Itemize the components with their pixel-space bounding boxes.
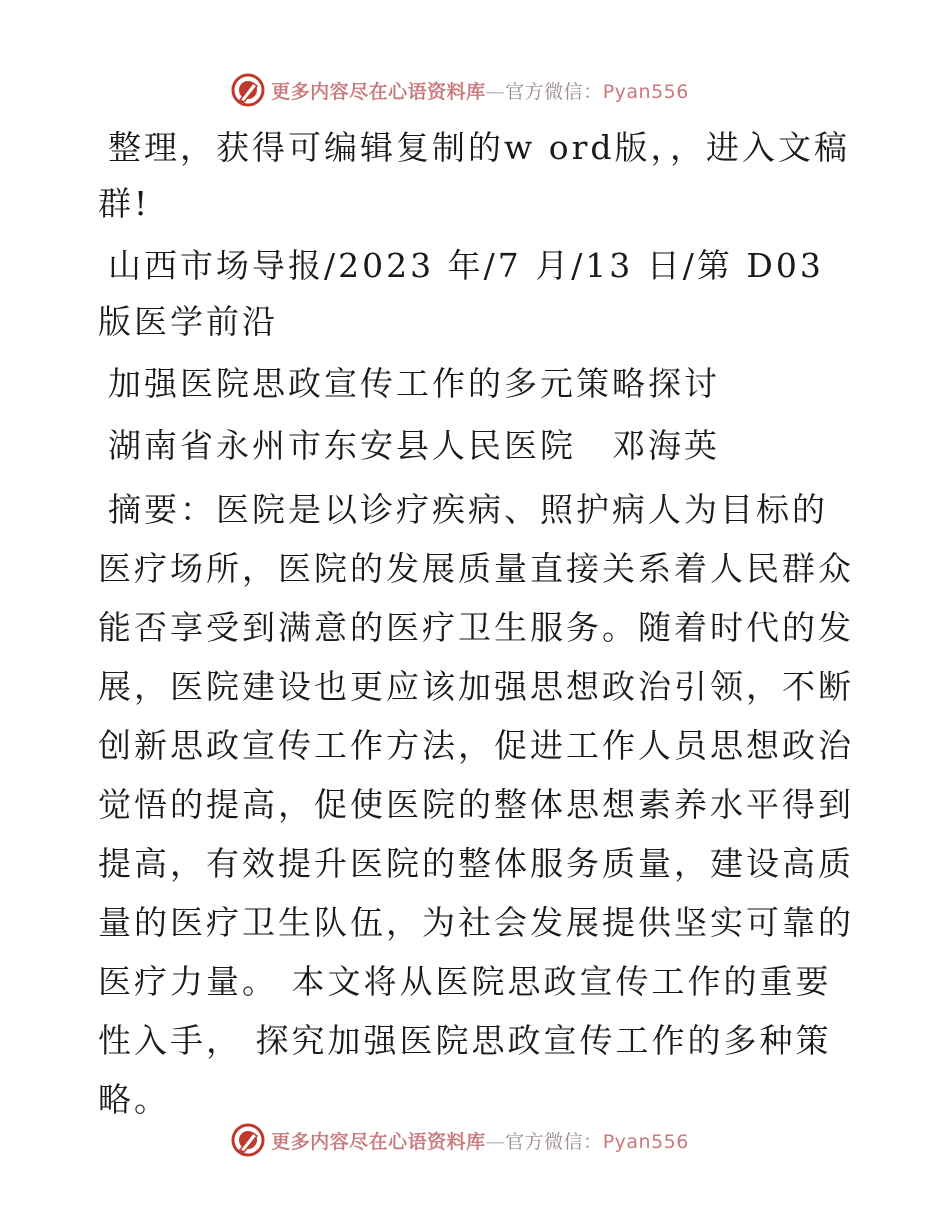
source-line: 山西市场导报/2023 年/7 月/13 日/第 D03 版医学前沿 <box>98 246 824 341</box>
header-watermark <box>0 72 950 108</box>
author-line: 湖南省永州市东安县人民医院 邓海英 <box>108 426 720 465</box>
watermark-site: 更多内容尽在心语资料库 <box>271 1130 486 1153</box>
watermark-dash: — <box>485 80 506 103</box>
document-body <box>98 120 858 1135</box>
watermark-label: 官方微信： <box>505 80 603 103</box>
intro-paragraph: 整理，获得可编辑复制的w ord版，，进入文稿群! <box>98 128 851 223</box>
watermark-text <box>271 1127 689 1154</box>
pen-logo-icon <box>231 73 265 107</box>
watermark-group <box>231 73 689 107</box>
pen-logo-icon <box>231 1123 265 1157</box>
watermark-site: 更多内容尽在心语资料库 <box>271 80 486 103</box>
watermark-label: 官方微信： <box>505 1130 603 1153</box>
watermark-dash: — <box>485 1130 506 1153</box>
watermark-account: Pyan556 <box>602 1130 689 1153</box>
article-title: 加强医院思政宣传工作的多元策略探讨 <box>108 364 720 403</box>
watermark-group <box>231 1123 689 1157</box>
watermark-text <box>271 77 689 104</box>
footer-watermark <box>0 1122 950 1158</box>
watermark-account: Pyan556 <box>602 80 689 103</box>
abstract-paragraph: 摘要：医院是以诊疗疾病、照护病人为目标的医疗场所，医院的发展质量直接关系着人民群众能否享受到满意的医疗卫生服务。随着时代的发展，医院建设也更应该加强思想政治引领，不断创新思政宣传工作方法，促进工作人员思想政治觉悟的提高，促使医院的整体思想素养水平得到提高，有效提升医院的整体服务质量，建设高质量的医疗卫生队伍，为社会发展提供坚实可靠的医疗力量。 本文将从医院思政宣传工作的重要性入手， 探究加强医院思政宣传工作的多种策略。 <box>98 490 854 1119</box>
